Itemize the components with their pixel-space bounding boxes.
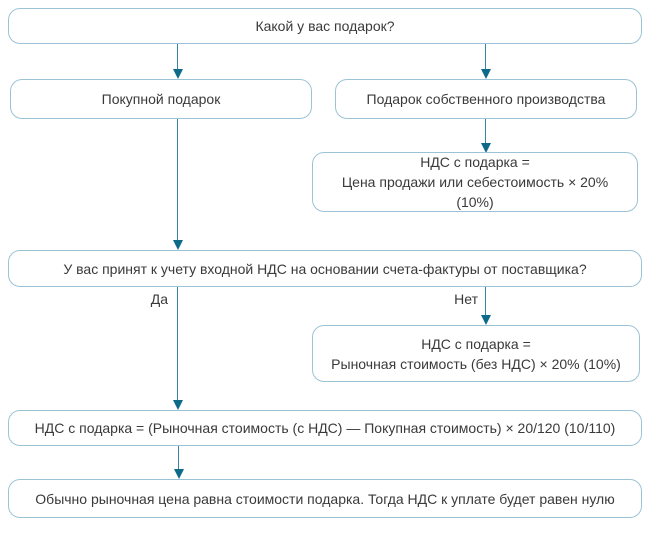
arrow-purchased-to-input-vat-question — [172, 119, 183, 250]
node-purchased-gift — [10, 79, 312, 119]
arrow-question-to-own-production — [480, 44, 491, 79]
arrow-down-icon — [174, 469, 184, 479]
node-own-production-vat-formula — [312, 152, 638, 212]
arrow-line — [177, 287, 179, 401]
arrow-own-production-to-formula — [480, 119, 491, 153]
arrow-line — [177, 119, 179, 241]
arrow-line — [485, 119, 487, 144]
arrow-down-icon — [173, 69, 183, 79]
arrow-line — [485, 44, 487, 70]
node-gift-question-label: Какой у вас подарок? — [255, 18, 395, 34]
arrow-no-branch — [480, 287, 491, 325]
arrow-down-icon — [481, 69, 491, 79]
arrow-question-to-purchased — [172, 44, 183, 79]
arrow-formula-to-note — [173, 446, 184, 479]
node-yes-invoice-vat-formula-label: НДС с подарка = (Рыночная стоимость (с НДС) — Покупная стоимость) × 20/120 (10/110) — [34, 420, 616, 436]
arrow-down-icon — [481, 315, 491, 325]
node-no-invoice-vat-formula — [312, 325, 640, 382]
node-own-production-gift — [335, 79, 637, 119]
formula-line1: НДС с подарка = — [420, 154, 530, 170]
node-zero-vat-note-label: Обычно рыночная цена равна стоимости подарка. Тогда НДС к уплате будет равен нулю — [35, 490, 615, 507]
arrow-down-icon — [173, 240, 183, 250]
node-yes-invoice-vat-formula — [8, 410, 642, 446]
node-gift-question — [8, 8, 642, 44]
arrow-yes-branch — [172, 287, 183, 410]
arrow-line — [177, 44, 179, 70]
arrow-line — [485, 287, 487, 316]
branch-label-no: Нет — [454, 291, 478, 307]
node-input-vat-question-label: У вас принят к учету входной НДС на основании счета-фактуры от поставщика? — [63, 260, 587, 277]
node-input-vat-question — [8, 250, 642, 287]
node-purchased-gift-label: Покупной подарок — [101, 91, 221, 107]
arrow-line — [178, 446, 180, 470]
node-zero-vat-note — [8, 479, 642, 518]
formula-line2: Цена продажи или себестоимость × 20% (10%) — [341, 174, 609, 210]
branch-label-yes: Да — [150, 291, 168, 307]
formula-line1: НДС с подарка = — [421, 335, 531, 352]
formula-line2: Рыночная стоимость (без НДС) × 20% (10%) — [331, 355, 621, 372]
node-own-production-gift-label: Подарок собственного производства — [366, 91, 606, 107]
arrow-down-icon — [173, 400, 183, 410]
